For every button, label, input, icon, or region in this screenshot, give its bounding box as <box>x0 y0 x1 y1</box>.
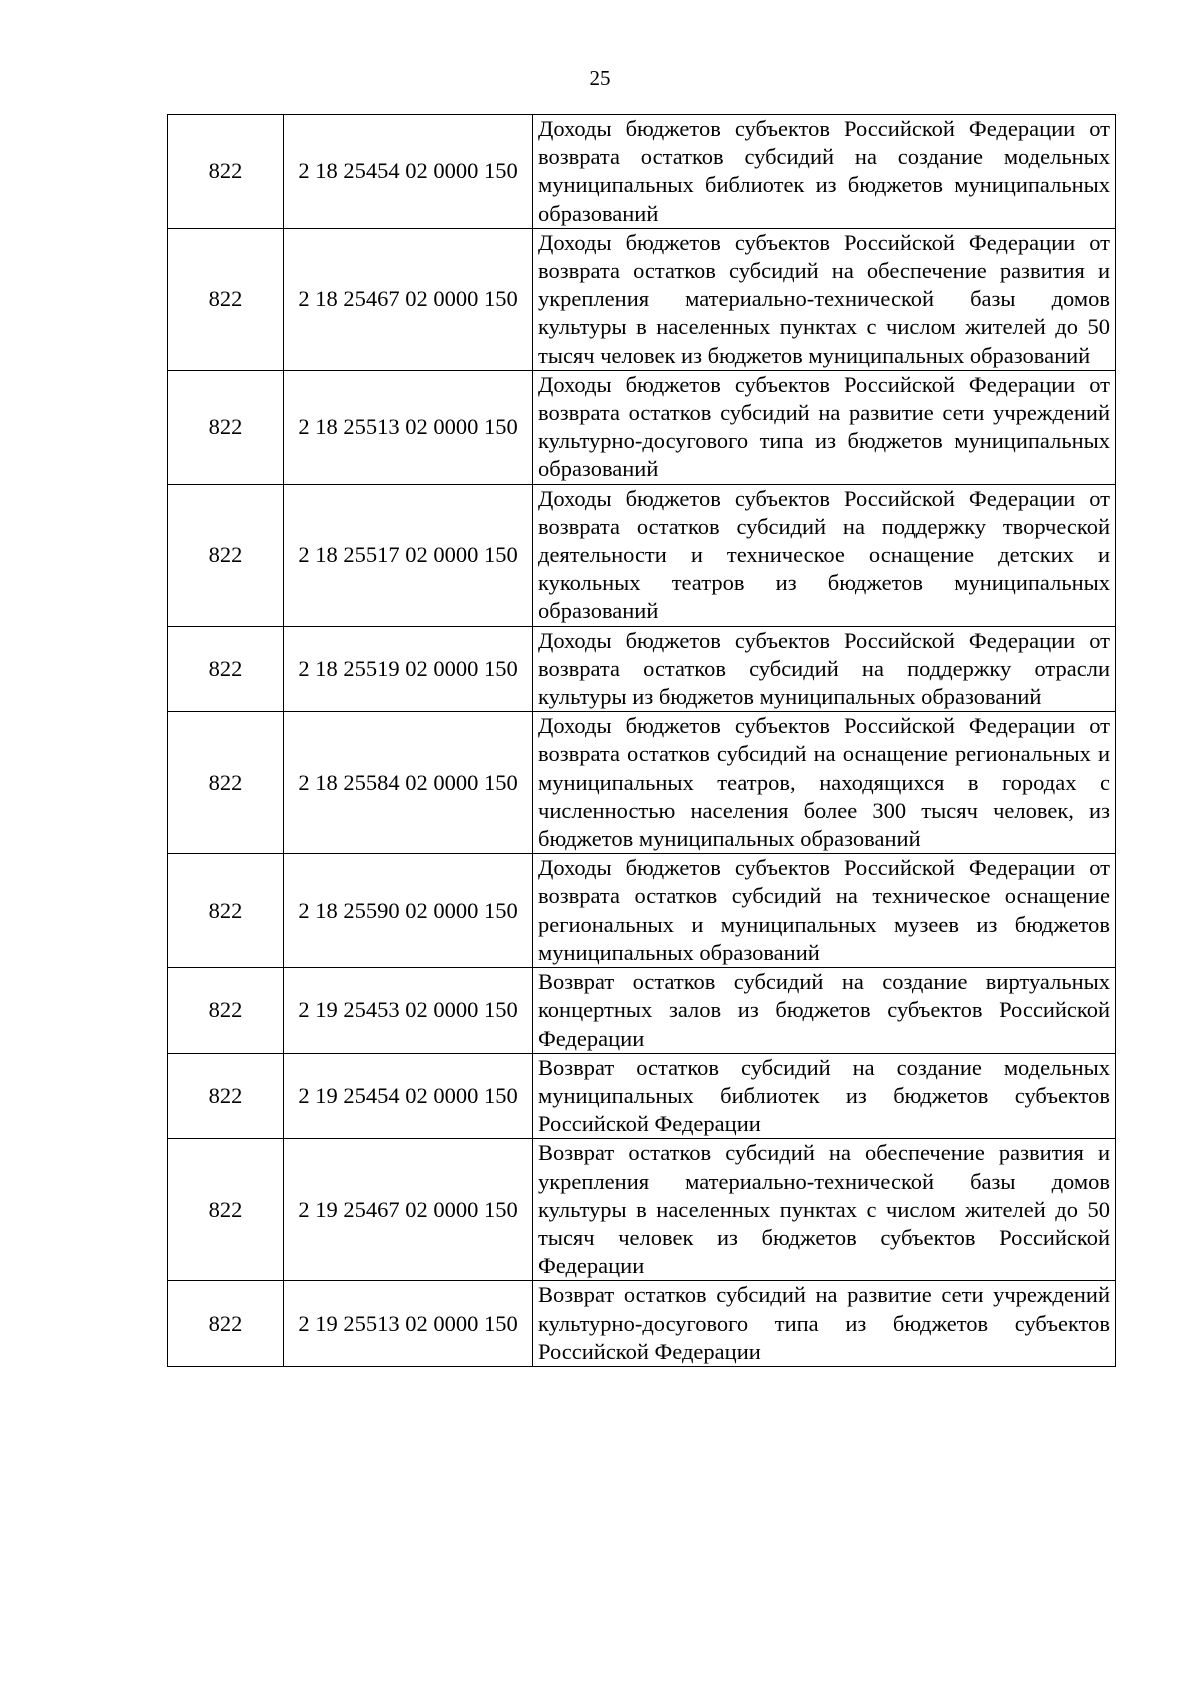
kbk-code-cell: 2 19 25467 02 0000 150 <box>284 1139 533 1281</box>
description-cell: Доходы бюджетов субъектов Российской Федерации от возврата остатков субсидий на развитие сети учреждений культурно-досугового типа из бюджетов муниципальных образований <box>533 370 1116 484</box>
table-row <box>168 484 1116 626</box>
description-cell: Доходы бюджетов субъектов Российской Федерации от возврата остатков субсидий на обеспечение развития и укрепления материально-технической базы домов культуры в населенных пунктах с числом жителей до 50 тысяч человек из бюджетов муниципальных образований <box>533 228 1116 370</box>
admin-code-cell: 822 <box>168 370 284 484</box>
table-row <box>168 370 1116 484</box>
description-cell: Возврат остатков субсидий на создание виртуальных концертных залов из бюджетов субъектов Российской Федерации <box>533 968 1116 1054</box>
admin-code-cell: 822 <box>168 115 284 229</box>
admin-code-cell: 822 <box>168 712 284 854</box>
admin-code-cell: 822 <box>168 1053 284 1139</box>
table-row <box>168 854 1116 968</box>
table-row <box>168 115 1116 229</box>
kbk-code-cell: 2 18 25513 02 0000 150 <box>284 370 533 484</box>
kbk-code-cell: 2 18 25517 02 0000 150 <box>284 484 533 626</box>
table-row <box>168 626 1116 712</box>
admin-code-cell: 822 <box>168 854 284 968</box>
table-row <box>168 228 1116 370</box>
kbk-code-cell: 2 19 25453 02 0000 150 <box>284 968 533 1054</box>
kbk-code-cell: 2 18 25454 02 0000 150 <box>284 115 533 229</box>
admin-code-cell: 822 <box>168 626 284 712</box>
table-row <box>168 968 1116 1054</box>
table-body <box>168 115 1116 1367</box>
kbk-code-cell: 2 18 25519 02 0000 150 <box>284 626 533 712</box>
kbk-code-cell: 2 18 25467 02 0000 150 <box>284 228 533 370</box>
kbk-code-cell: 2 19 25454 02 0000 150 <box>284 1053 533 1139</box>
description-cell: Доходы бюджетов субъектов Российской Федерации от возврата остатков субсидий на поддержку отрасли культуры из бюджетов муниципальных образований <box>533 626 1116 712</box>
description-cell: Возврат остатков субсидий на развитие сети учреждений культурно-досугового типа из бюджетов субъектов Российской Федерации <box>533 1281 1116 1367</box>
kbk-code-cell: 2 18 25590 02 0000 150 <box>284 854 533 968</box>
kbk-code-cell: 2 18 25584 02 0000 150 <box>284 712 533 854</box>
description-cell: Доходы бюджетов субъектов Российской Федерации от возврата остатков субсидий на поддержку творческой деятельности и техническое оснащение детских и кукольных театров из бюджетов муниципальных образований <box>533 484 1116 626</box>
description-cell: Доходы бюджетов субъектов Российской Федерации от возврата остатков субсидий на техническое оснащение региональных и муниципальных музеев из бюджетов муниципальных образований <box>533 854 1116 968</box>
description-cell: Доходы бюджетов субъектов Российской Федерации от возврата остатков субсидий на оснащение региональных и муниципальных театров, находящихся в городах с численностью населения более 300 тысяч человек, из бюджетов муниципальных образований <box>533 712 1116 854</box>
page-number: 25 <box>589 66 611 90</box>
description-cell: Доходы бюджетов субъектов Российской Федерации от возврата остатков субсидий на создание модельных муниципальных библиотек из бюджетов муниципальных образований <box>533 115 1116 229</box>
admin-code-cell: 822 <box>168 1281 284 1367</box>
table-row <box>168 1139 1116 1281</box>
admin-code-cell: 822 <box>168 228 284 370</box>
table-row <box>168 712 1116 854</box>
table-row <box>168 1053 1116 1139</box>
table-row <box>168 1281 1116 1367</box>
description-cell: Возврат остатков субсидий на создание модельных муниципальных библиотек из бюджетов субъектов Российской Федерации <box>533 1053 1116 1139</box>
description-cell: Возврат остатков субсидий на обеспечение развития и укрепления материально-технической базы домов культуры в населенных пунктах с числом жителей до 50 тысяч человек из бюджетов субъектов Российской Федерации <box>533 1139 1116 1281</box>
budget-classification-table <box>167 114 1116 1367</box>
admin-code-cell: 822 <box>168 484 284 626</box>
kbk-code-cell: 2 19 25513 02 0000 150 <box>284 1281 533 1367</box>
admin-code-cell: 822 <box>168 968 284 1054</box>
admin-code-cell: 822 <box>168 1139 284 1281</box>
